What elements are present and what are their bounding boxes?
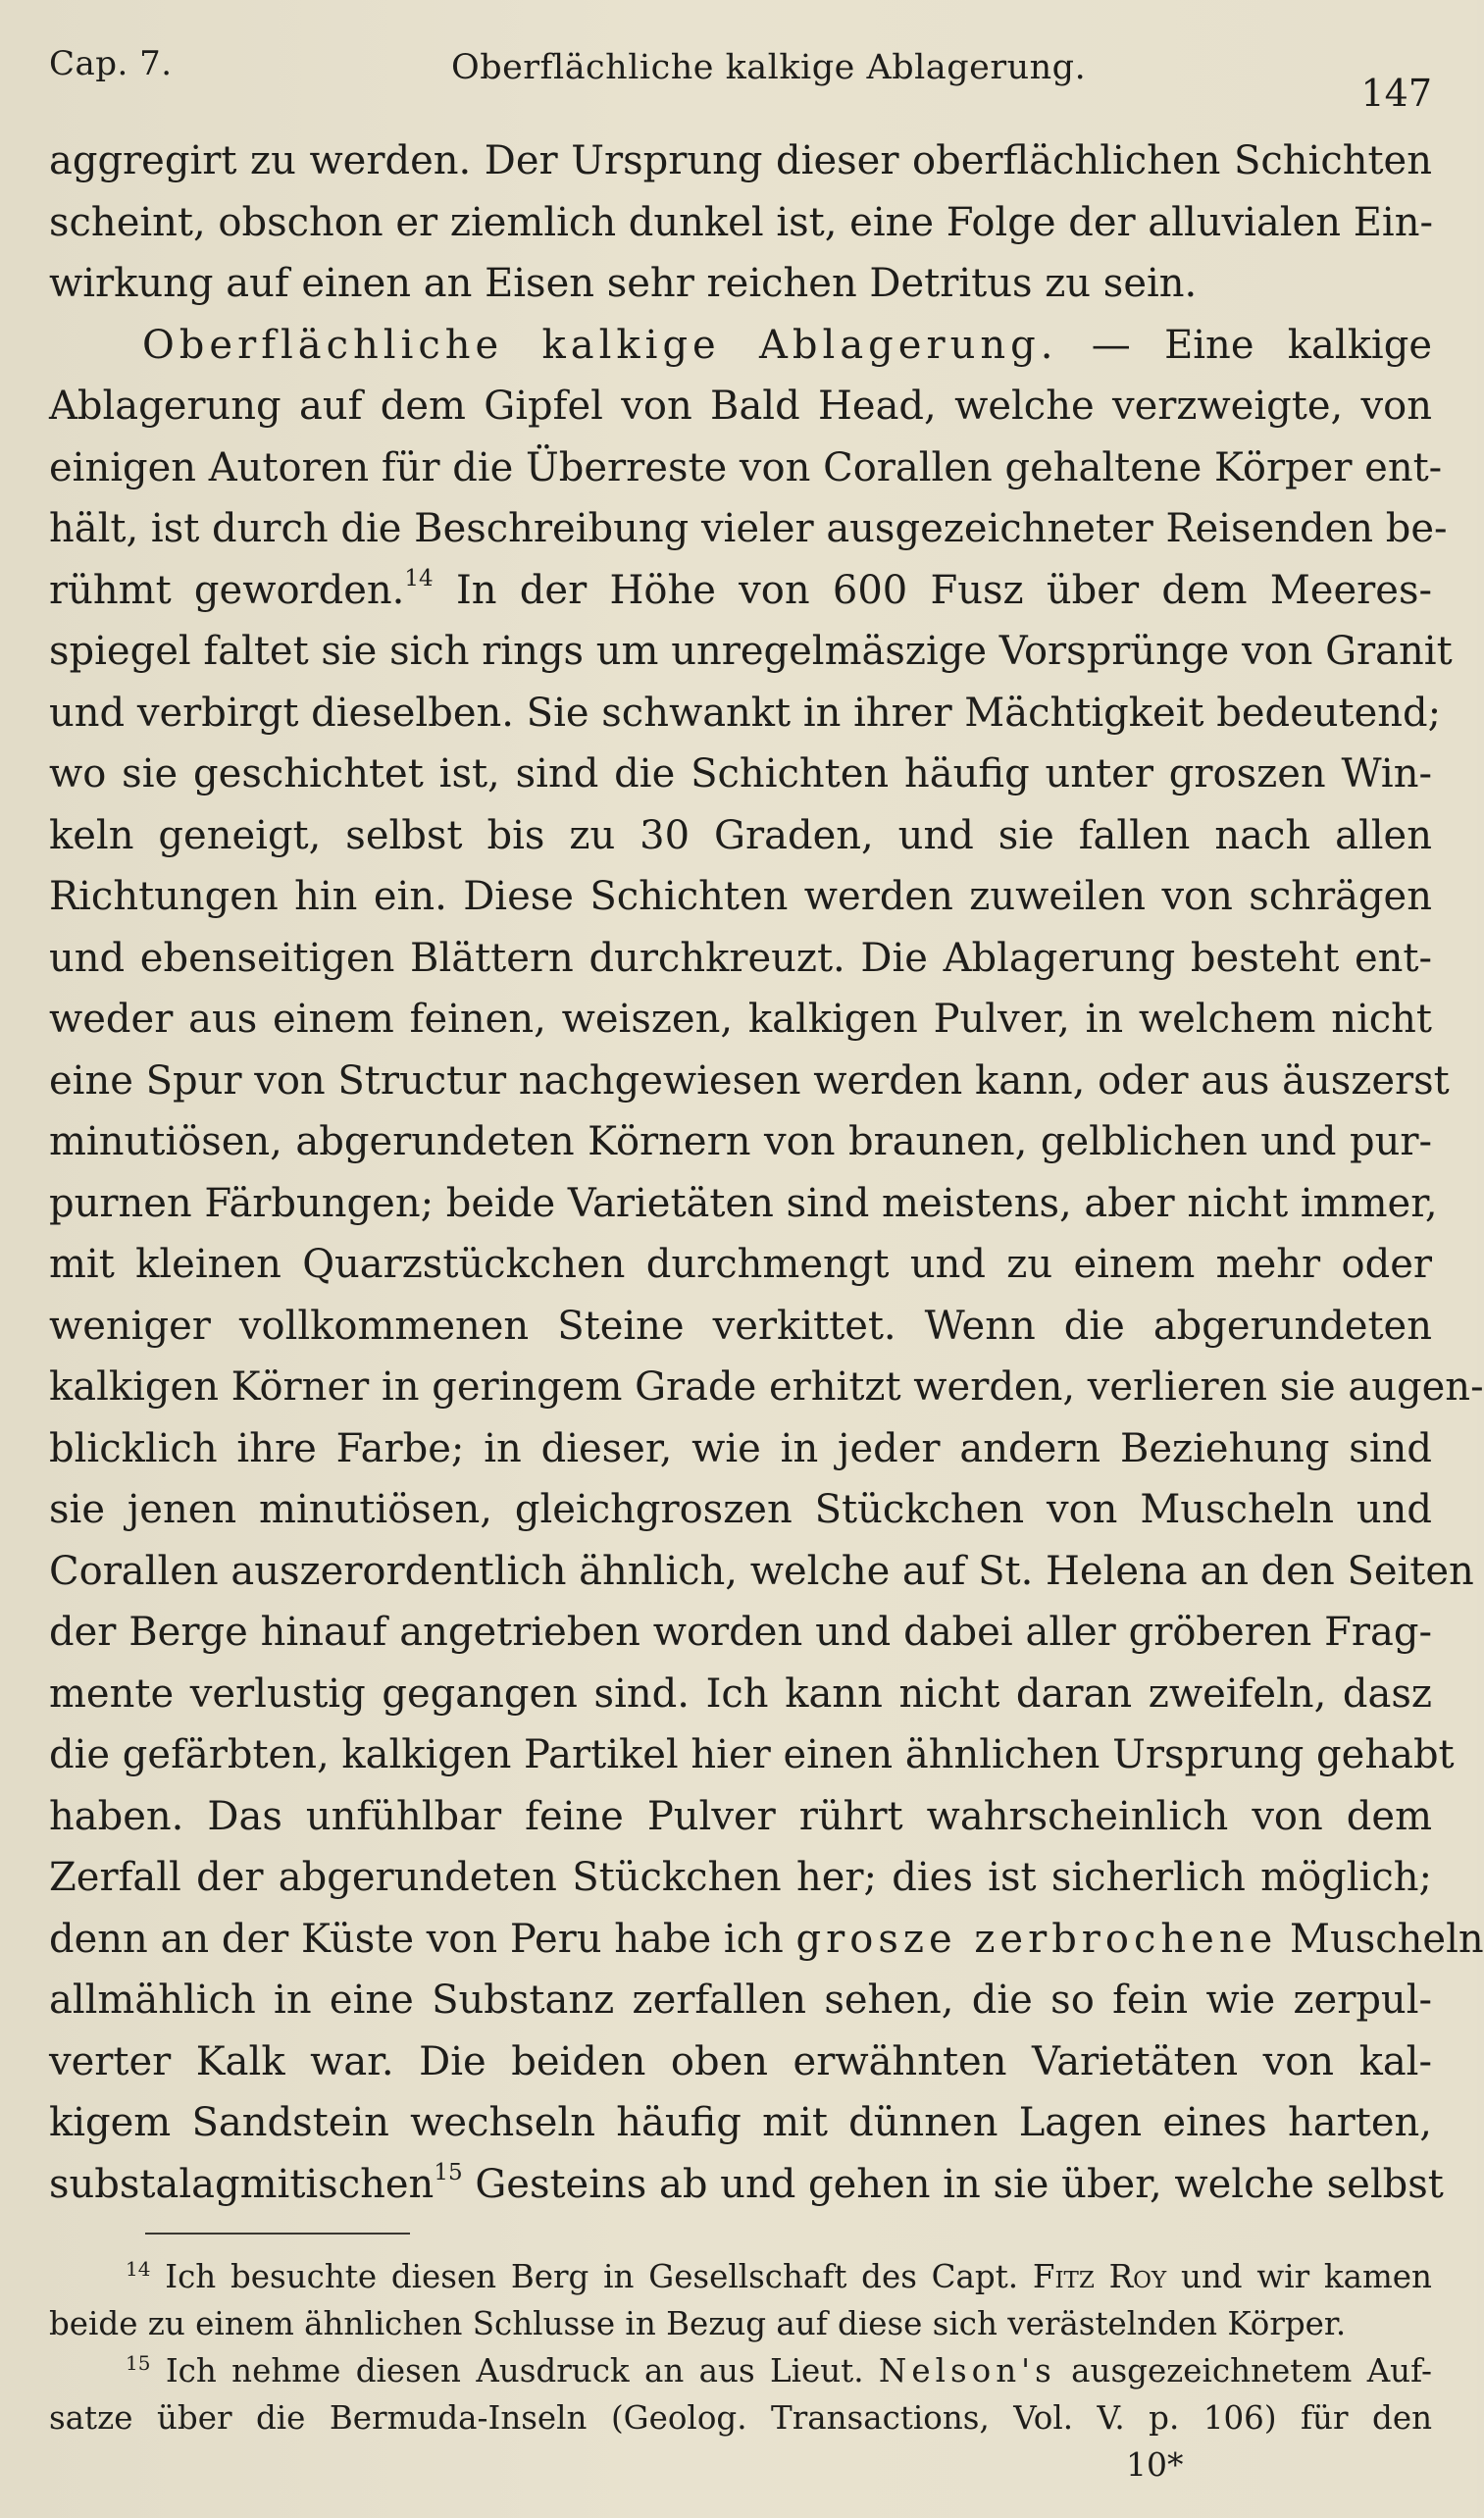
text-line: Richtungen hin ein. Diese Schichten werden zuweilen von schrägen — [49, 874, 1432, 919]
text-line: blicklich ihre Farbe; in dieser, wie in jeder andern Beziehung sind — [49, 1425, 1432, 1471]
spaced-phrase: grosze zerbrochene — [795, 1916, 1278, 1962]
section-start-line — [49, 315, 1432, 377]
text-line: aggregirt zu werden. Der Ursprung dieser oberflächlichen Schichten — [49, 138, 1432, 183]
text-line: spiegel faltet sie sich rings um unregelmäszige Vorsprünge von Granit — [49, 629, 1453, 674]
footnotes — [49, 2253, 1432, 2441]
text-line: einigen Autoren für die Überreste von Corallen gehaltene Körper ent- — [49, 444, 1443, 490]
text-line: eine Spur von Structur nachgewiesen werden kann, oder aus äuszerst — [49, 1057, 1450, 1104]
footnote-person-name: Nelson's — [878, 2352, 1056, 2390]
chapter-label: Cap. 7. — [49, 44, 173, 83]
footnote-14-line: beide zu einem ähnlichen Schlusse in Bezug auf diese sich verästelnden Körper. — [49, 2305, 1347, 2342]
text-fragment: denn an der Küste von Peru habe ich — [49, 1916, 784, 1962]
text-fragment: Muscheln — [1290, 1916, 1484, 1962]
text-fragment: — Eine kalkige — [1091, 322, 1432, 368]
text-line: allmählich in eine Substanz zerfallen sehen, die so fein wie zerpul- — [49, 1978, 1432, 2023]
text-line: und ebenseitigen Blättern durchkreuzt. Die Ablagerung besteht ent- — [49, 935, 1432, 981]
body-text — [49, 130, 1484, 2215]
footnote-number-15: 15 — [126, 2351, 151, 2375]
footnote-text: ausgezeichnetem Auf- — [1071, 2352, 1432, 2390]
text-line: purnen Färbungen; beide Varietäten sind meistens, aber nicht immer, — [49, 1180, 1438, 1226]
text-line: Ablagerung auf dem Gipfel von Bald Head, welche verzweigte, von — [49, 384, 1432, 429]
footnote-text: Ich nehme diesen Ausdruck an aus Lieut. — [165, 2352, 864, 2390]
running-title: Oberflächliche kalkige Ablagerung. — [451, 48, 1087, 87]
text-line: mit kleinen Quarzstückchen durchmengt und zu einem mehr oder — [49, 1242, 1432, 1287]
footnote-divider — [145, 2233, 410, 2235]
text-line: wirkung auf einen an Eisen sehr reichen Detritus zu sein. — [49, 261, 1198, 306]
text-line: wo sie geschichtet ist, sind die Schichten häufig unter groszen Win- — [49, 751, 1432, 797]
signature-mark: 10* — [1126, 2445, 1184, 2484]
text-fragment: Gesteins ab und gehen in sie über, welche selbst — [475, 2161, 1444, 2207]
footnote-ref-15[interactable]: 15 — [434, 2159, 463, 2185]
footnote-text: und wir kamen — [1180, 2258, 1432, 2295]
section-heading: Oberflächliche kalkige Ablagerung. — [142, 322, 1058, 368]
text-line: weniger vollkommenen Steine verkittet. Wenn die abgerundeten — [49, 1303, 1432, 1349]
text-line: Zerfall der abgerundeten Stückchen her; dies ist sicherlich möglich; — [49, 1855, 1432, 1900]
text-fragment: In der Höhe von 600 Fusz über dem Meeres- — [455, 567, 1432, 613]
text-line: Corallen auszerordentlich ähnlich, welche auf St. Helena an den Seiten — [49, 1548, 1474, 1594]
footnote-ref-line — [49, 560, 1432, 622]
footnote-text: Ich besuchte diesen Berg in Gesellschaft des Capt. — [165, 2258, 1019, 2295]
page-number: 147 — [1360, 72, 1432, 115]
page-header — [49, 44, 1432, 113]
footnote-ref-line — [49, 2154, 1444, 2216]
text-line: die gefärbten, kalkigen Partikel hier einen ähnlichen Ursprung gehabt — [49, 1732, 1455, 1777]
text-line: kalkigen Körner in geringem Grade erhitzt werden, verlieren sie augen- — [49, 1364, 1484, 1410]
text-line: der Berge hinauf angetrieben worden und dabei aller gröberen Frag- — [49, 1610, 1432, 1655]
footnote-ref-14[interactable]: 14 — [404, 565, 434, 591]
text-fragment: substalagmitischen — [49, 2161, 435, 2207]
footnote-15-line: satze über die Bermuda-Inseln (Geolog. Transactions, Vol. V. p. 106) für den — [49, 2399, 1432, 2437]
text-line: weder aus einem feinen, weiszen, kalkigen Pulver, in welchem nicht — [49, 997, 1432, 1042]
text-line: scheint, obschon er ziemlich dunkel ist, eine Folge der alluvialen Ein- — [49, 199, 1433, 245]
footnote-number-14: 14 — [126, 2257, 151, 2281]
text-line: mente verlustig gegangen sind. Ich kann nicht daran zweifeln, dasz — [49, 1670, 1432, 1717]
footnote-person-name: Fitz Roy — [1032, 2258, 1167, 2295]
footnote-15-line — [49, 2347, 1432, 2394]
text-line: und verbirgt dieselben. Sie schwankt in ihrer Mächtigkeit bedeutend; — [49, 690, 1442, 736]
text-line: hält, ist durch die Beschreibung vieler ausgezeichneter Reisenden be- — [49, 506, 1448, 551]
text-line: minutiösen, abgerundeten Körnern von braunen, gelblichen und pur- — [49, 1119, 1432, 1164]
text-fragment: rühmt geworden. — [49, 567, 405, 613]
text-line: kigem Sandstein wechseln häufig mit dünnen Lagen eines harten, — [49, 2100, 1432, 2145]
text-line: haben. Das unfühlbar feine Pulver rührt wahrscheinlich von dem — [49, 1793, 1432, 1839]
footnote-14-line — [49, 2253, 1432, 2300]
spaced-phrase-line — [49, 1909, 1484, 1971]
text-line: verter Kalk war. Die beiden oben erwähnten Varietäten von kal- — [49, 2038, 1432, 2084]
text-line: sie jenen minutiösen, gleichgroszen Stückchen von Muscheln und — [49, 1487, 1432, 1532]
text-line: keln geneigt, selbst bis zu 30 Graden, und sie fallen nach allen — [49, 812, 1432, 858]
